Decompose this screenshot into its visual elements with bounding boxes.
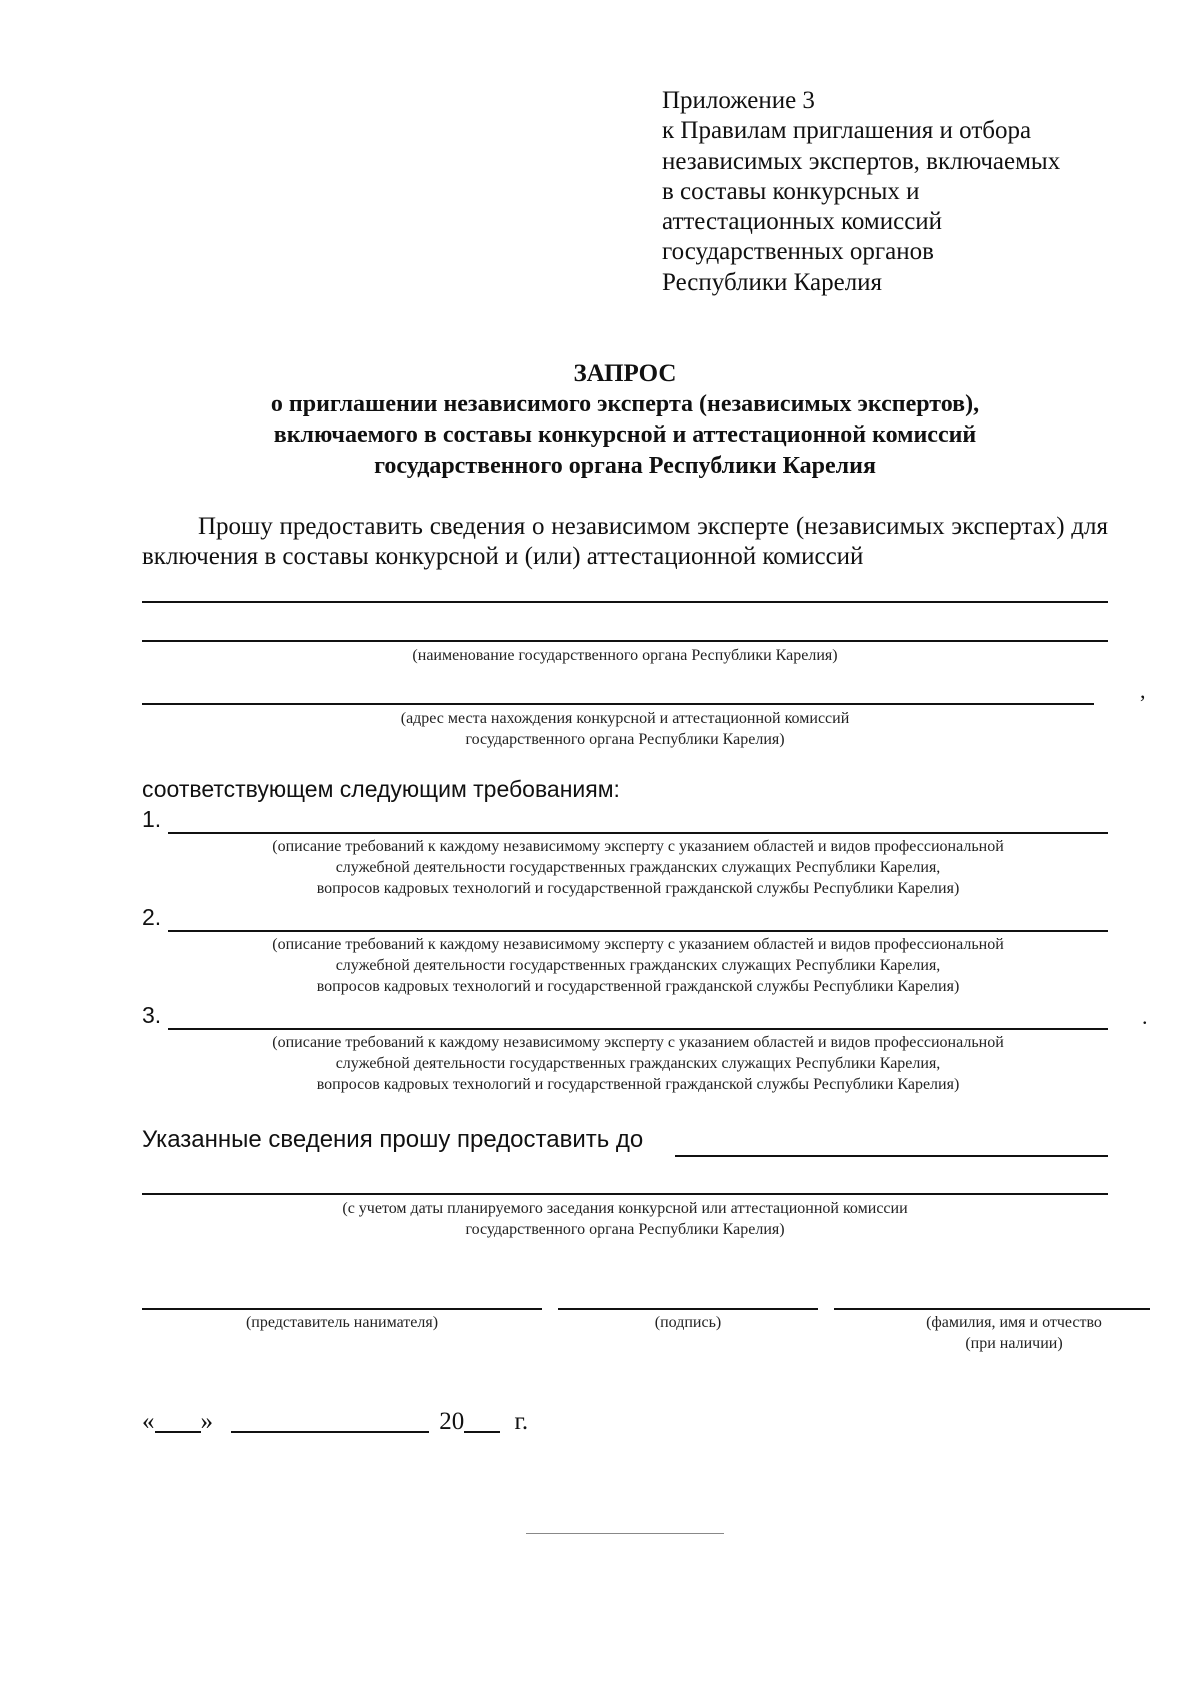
appendix-line: аттестационных комиссий	[662, 208, 943, 236]
year-blank[interactable]	[464, 1409, 500, 1433]
document-title	[0, 358, 1200, 482]
closing-divider	[526, 1533, 724, 1534]
requirement-number: 1.	[142, 806, 162, 832]
requirement-caption-line: (описание требований к каждому независимому эксперту с указанием областей и видов профессиональной	[272, 936, 1004, 953]
appendix-line: независимых экспертов, включаемых	[662, 147, 1061, 175]
title-main: ЗАПРОС	[573, 360, 677, 387]
appendix-line: государственных органов	[662, 238, 934, 266]
requirement-caption-line: служебной деятельности государственных гражданских служащих Республики Карелия,	[335, 1055, 941, 1072]
year-suffix: г.	[514, 1408, 529, 1435]
title-sub-line: о приглашении независимого эксперта (независимых экспертов),	[270, 391, 980, 417]
requirements-end-period: .	[1142, 1004, 1148, 1029]
month-blank[interactable]	[231, 1409, 429, 1433]
deadline-caption-line: государственного органа Республики Карелия)	[465, 1221, 785, 1238]
requirement-number: 3.	[142, 1002, 162, 1028]
title-sub-line: государственного органа Республики Карелия	[374, 453, 876, 479]
representative-line[interactable]	[142, 1308, 542, 1310]
deadline-date-line[interactable]	[675, 1155, 1108, 1157]
intro-text: Прошу предоставить сведения о независимом эксперте (независимых экспертах) для включения в составы конкурсной и (или) аттестационной комиссий	[142, 513, 1108, 570]
representative-caption: (представитель нанимателя)	[245, 1314, 439, 1331]
requirement-caption-line: (описание требований к каждому независимому эксперту с указанием областей и видов профессиональной	[272, 1034, 1004, 1051]
requirement-line-1[interactable]	[168, 832, 1108, 834]
intro-paragraph	[142, 512, 1108, 572]
deadline-caption-line: (с учетом даты планируемого заседания конкурсной или аттестационной комиссии	[342, 1200, 908, 1217]
full-name-caption-line: (фамилия, имя и отчество	[926, 1314, 1102, 1331]
title-sub-line: включаемого в составы конкурсной и аттестационной комиссий	[273, 422, 977, 448]
requirement-caption-line: служебной деятельности государственных гражданских служащих Республики Карелия,	[335, 957, 941, 974]
appendix-line: в составы конкурсных и	[662, 177, 920, 205]
address-line[interactable]	[142, 703, 1094, 705]
date-field	[142, 1408, 528, 1436]
date-open-quote: «	[142, 1408, 155, 1435]
requirement-caption-line: (описание требований к каждому независимому эксперту с указанием областей и видов профессиональной	[272, 838, 1004, 855]
address-comma: ,	[1140, 678, 1146, 703]
organ-name-line-2[interactable]	[142, 640, 1108, 642]
requirement-line-3[interactable]	[168, 1028, 1108, 1030]
requirement-line-2[interactable]	[168, 930, 1108, 932]
requirement-caption-line: вопросов кадровых технологий и государственной гражданской службы Республики Карелия)	[316, 880, 960, 897]
appendix-block	[662, 86, 1060, 298]
address-caption-line: (адрес места нахождения конкурсной и аттестационной комиссий	[400, 710, 850, 727]
deadline-label: Указанные сведения прошу предоставить до	[142, 1126, 644, 1153]
requirement-caption-line: вопросов кадровых технологий и государственной гражданской службы Республики Карелия)	[316, 978, 960, 995]
address-caption-line: государственного органа Республики Карелия)	[465, 731, 785, 748]
requirement-caption-line: вопросов кадровых технологий и государственной гражданской службы Республики Карелия)	[316, 1076, 960, 1093]
organ-name-caption: (наименование государственного органа Республики Карелия)	[412, 647, 838, 664]
full-name-line[interactable]	[834, 1308, 1150, 1310]
appendix-line: Республики Карелия	[662, 268, 883, 296]
date-close-quote: »	[200, 1408, 213, 1435]
requirements-heading: соответствующем следующим требованиям:	[142, 776, 620, 802]
day-blank[interactable]	[155, 1409, 201, 1433]
deadline-extra-line[interactable]	[142, 1193, 1108, 1195]
appendix-line: к Правилам приглашения и отбора	[662, 117, 1032, 145]
year-prefix: 20	[439, 1408, 465, 1435]
appendix-line: Приложение 3	[662, 87, 815, 114]
requirement-number: 2.	[142, 904, 162, 930]
organ-name-line-1[interactable]	[142, 601, 1108, 603]
requirement-caption-line: служебной деятельности государственных гражданских служащих Республики Карелия,	[335, 859, 941, 876]
full-name-caption-line: (при наличии)	[965, 1335, 1063, 1352]
signature-caption: (подпись)	[654, 1314, 722, 1331]
signature-line[interactable]	[558, 1308, 818, 1310]
